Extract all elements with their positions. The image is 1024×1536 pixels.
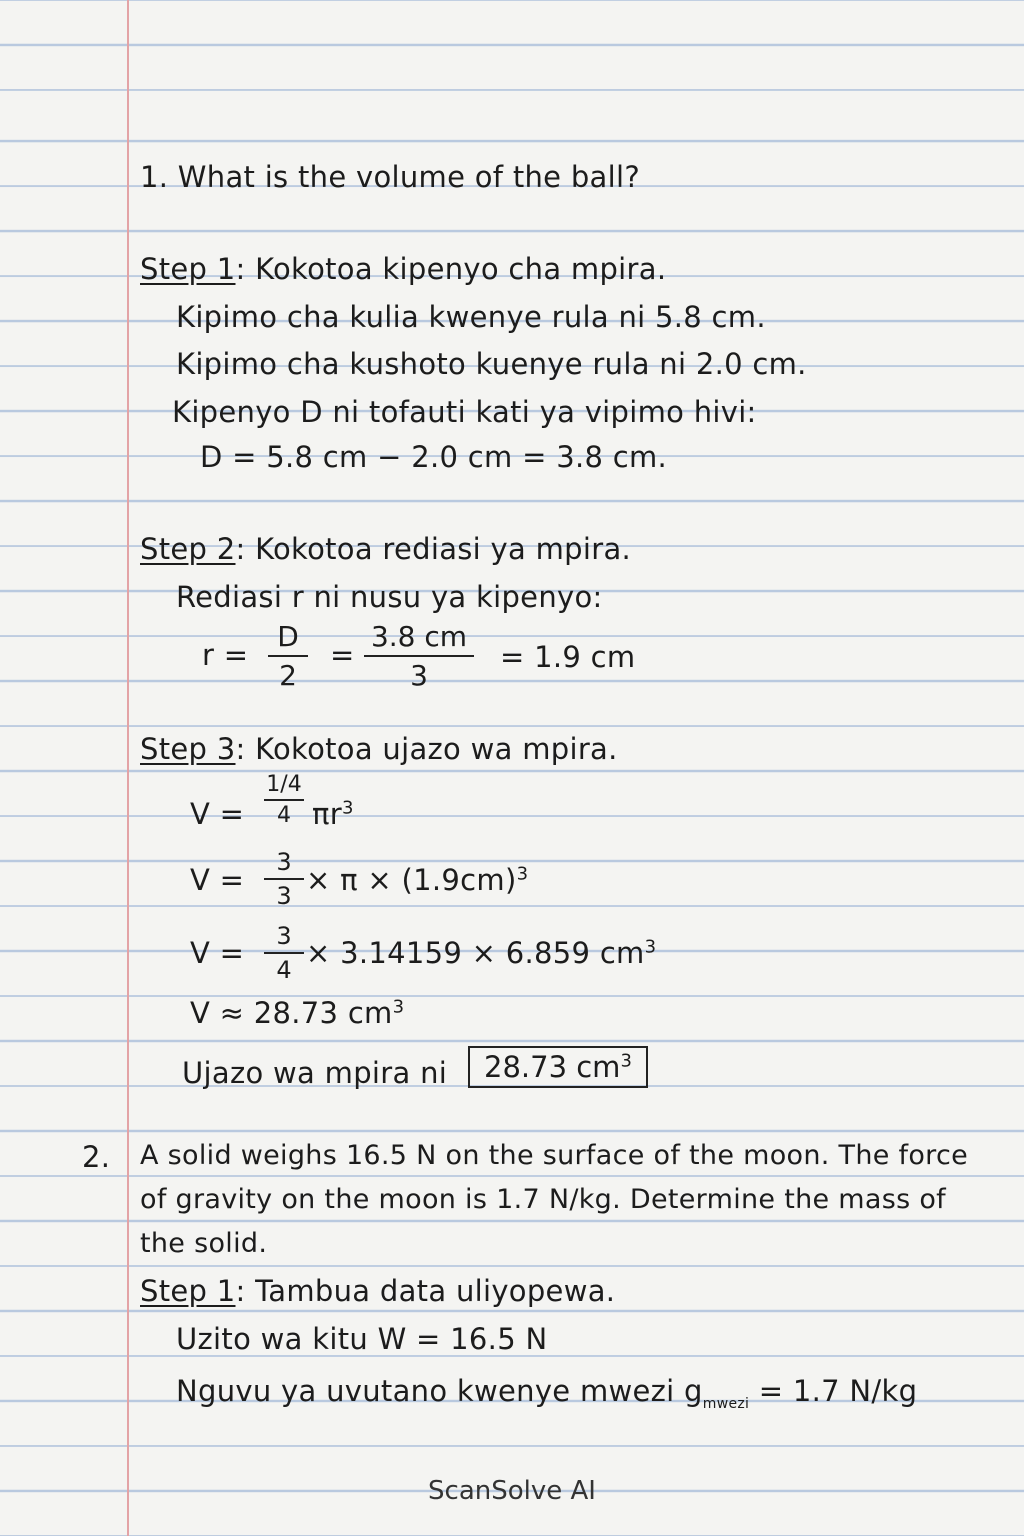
v3-rhs [306,936,656,970]
gravity-subscript: mwezi [702,1395,750,1412]
answer-label: Ujazo wa mpira ni [182,1056,448,1090]
step-heading-text: : Kokotoa kipenyo cha mpira. [235,252,667,286]
fraction-numerator: 3 [276,922,292,950]
exponent: 3 [392,996,405,1018]
v2-expression: × π × (1.9cm) [306,863,517,897]
exponent: 3 [620,1050,632,1072]
step-heading-text: : Kokotoa ujazo wa mpira. [235,732,618,766]
question-1-title: 1. What is the volume of the ball? [140,160,641,194]
v3-fraction [264,922,304,984]
v3-lhs: V = [190,936,245,970]
equals-sign: = [330,638,355,672]
fraction-denominator: 2 [279,659,297,692]
question-2-line3: the solid. [140,1228,268,1259]
q1-step1-line2: Kipimo cha kushoto kuenye rula ni 2.0 cm. [176,347,807,381]
q1-step2-heading [140,532,631,566]
answer-box [468,1046,648,1088]
margin-line [127,0,129,1536]
v3-expression: × 3.14159 × 6.859 cm [306,936,645,970]
exponent: 3 [341,797,354,819]
step-heading-text: : Tambua data uliyopewa. [235,1274,616,1308]
step-label: Step 1 [140,252,236,286]
q1-step1-line3: Kipenyo D ni tofauti kati ya vipimo hivi: [172,395,757,429]
q1-step1-line4: D = 5.8 cm − 2.0 cm = 3.8 cm. [200,440,668,474]
q2-step1-line2 [176,1374,917,1412]
fraction-denominator: 3 [410,659,428,692]
v4-expression: V ≈ 28.73 cm [190,996,393,1030]
question-2-line2: of gravity on the moon is 1.7 N/kg. Determine the mass of [140,1184,946,1215]
gravity-value: = 1.7 N/kg [758,1374,918,1408]
q2-step1-line1: Uzito wa kitu W = 16.5 N [176,1322,548,1356]
fraction-d-over-2 [268,620,308,692]
step-heading-text: : Kokotoa rediasi ya mpira. [235,532,632,566]
v1-fraction [264,772,304,828]
radius-lhs: r = [202,638,249,672]
v1-lhs: V = [190,797,245,831]
question-2-number: 2. [82,1140,111,1174]
exponent: 3 [516,863,529,885]
fraction-numerator: 3.8 cm [370,620,468,653]
exponent: 3 [644,936,657,958]
v2-lhs: V = [190,863,245,897]
radius-result: = 1.9 cm [500,640,636,674]
step-label: Step 1 [140,1274,236,1308]
fraction-numerator: 1/4 [266,772,302,797]
q1-step3-heading [140,732,618,766]
fraction-numerator: D [277,620,299,653]
footer-watermark: ScanSolve AI [428,1476,596,1506]
q2-step1-heading [140,1274,615,1308]
v4-line [190,996,404,1030]
fraction-3-8-over-3 [364,620,474,692]
question-2-line1: A solid weighs 16.5 N on the surface of the moon. The force [140,1140,969,1171]
v2-fraction [264,848,304,910]
q1-step2-line1: Rediasi r ni nusu ya kipenyo: [176,580,603,614]
step-label: Step 2 [140,532,236,566]
q1-step1-heading [140,252,666,286]
answer-value: 28.73 cm [484,1050,621,1084]
step-label: Step 3 [140,732,236,766]
gravity-text: Nguvu ya uvutano kwenye mwezi g [176,1374,703,1408]
v2-rhs [306,863,528,897]
q1-step1-line1: Kipimo cha kulia kwenye rula ni 5.8 cm. [176,300,766,334]
v1-rhs [312,797,354,831]
fraction-denominator: 4 [277,803,291,828]
v1-expression: πr [312,797,342,831]
fraction-denominator: 3 [276,882,292,910]
fraction-denominator: 4 [276,956,292,984]
fraction-numerator: 3 [276,848,292,876]
